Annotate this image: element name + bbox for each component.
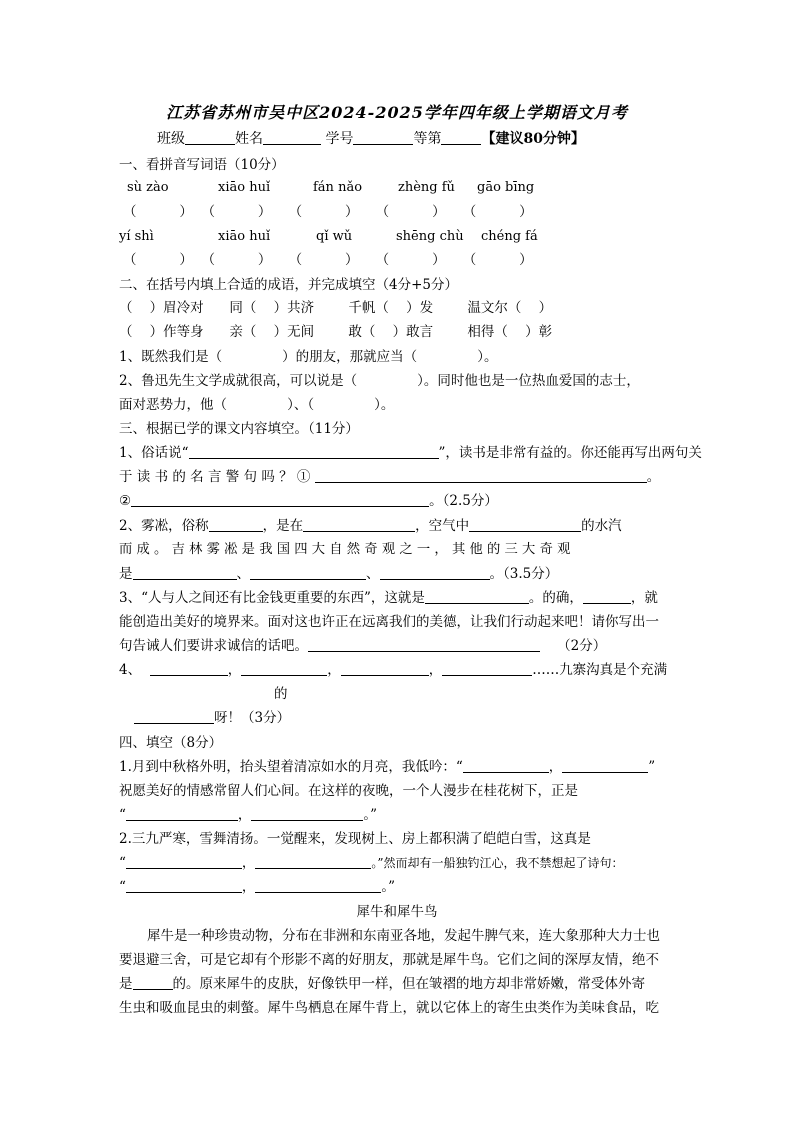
- s3-q2-text-a: 2、雾凇，俗称: [119, 518, 209, 534]
- s3-q4-blank2[interactable]: [241, 661, 327, 676]
- s4-q1-text-end: 。”: [363, 807, 378, 823]
- s2-question1[interactable]: 1、既然我们是（ ）的朋友，那就应当（ ）。: [119, 349, 498, 365]
- pinyin-brackets-row2[interactable]: （ ） （ ） （ ） （ ） （ ）: [123, 252, 533, 268]
- grade-blank[interactable]: [441, 130, 481, 145]
- s3-q1-blank1[interactable]: [189, 444, 439, 459]
- section1-heading: 一、看拼音写词语（10分）: [119, 157, 285, 173]
- pinyin-1-3: fán nǎo: [313, 180, 363, 195]
- idiom-row1[interactable]: （ ）眉冷对 同（ ）共济 千帆（ ）发 温文尔（ ）: [119, 300, 553, 316]
- s3-q2-blank3[interactable]: [469, 517, 581, 532]
- s3-q1-blank2[interactable]: [315, 468, 647, 483]
- s3-q1-line2: [119, 467, 679, 487]
- s4-q2-text-a: 。”然而却有一船独钓江心，我不禁想起了诗句：: [371, 856, 624, 870]
- id-blank[interactable]: [353, 130, 413, 145]
- s3-q3-blank1[interactable]: [425, 589, 529, 604]
- s3-q4-sep1: ，: [227, 662, 242, 678]
- s3-q4-text-b: 呀！（3分）: [214, 710, 291, 726]
- s4-q1-blank1[interactable]: [463, 758, 549, 773]
- s3-q4-line2: 的: [274, 686, 288, 702]
- s4-q1-quote-start: “: [119, 807, 126, 823]
- s3-q3-text-a: 3、“人与人之间还有比金钱更重要的东西”，这就是: [119, 590, 425, 606]
- idiom-row2[interactable]: （ ）作等身 亲（ ）无间 敢（ ）敢言 相得（ ）彰: [119, 324, 553, 340]
- reading-p4: 生虫和吸血昆虫的刺螫。犀牛鸟栖息在犀牛背上，就以它体上的寄生虫类作为美味食品，吃: [119, 1000, 659, 1016]
- reading-title: 犀牛和犀牛鸟: [356, 904, 438, 920]
- s4-q1-line3: [119, 805, 679, 825]
- s3-q4-blank4[interactable]: [442, 661, 532, 676]
- section3-heading: 三、根据已学的课文内容填空。（11分）: [119, 421, 359, 437]
- section2-heading: 二、在括号内填上合适的成语，并完成填空（4分+5分）: [119, 277, 458, 293]
- s3-q2-blank2[interactable]: [303, 517, 415, 532]
- s4-q2-line2: [119, 853, 679, 873]
- s4-q1-line2: 祝愿美好的情感常留人们心间。在这样的夜晚，一个人漫步在桂花树下，正是: [119, 783, 578, 799]
- s3-q4-sep3: ，: [428, 662, 443, 678]
- s4-q2-line3: [119, 877, 679, 897]
- s4-q2-blank4[interactable]: [255, 878, 381, 893]
- s3-q3-text-c: ，就: [630, 590, 658, 606]
- reading-blank1[interactable]: [133, 975, 173, 990]
- s3-q3-line1: [119, 588, 679, 608]
- pinyin-2-2: xiāo huǐ: [218, 229, 271, 244]
- s3-q2-sep1: 、: [236, 566, 250, 582]
- class-label: 班级: [157, 131, 185, 147]
- s3-q1-line1: [119, 443, 702, 463]
- s3-q4-blank3[interactable]: [341, 661, 429, 676]
- s4-q2-text-end: 。”: [381, 879, 396, 895]
- s2-question2b[interactable]: 面对恶势力，他（ ）、（ ）。: [119, 397, 395, 413]
- grade-label: 等第: [413, 131, 442, 147]
- s3-q2-text-e: 是: [119, 566, 133, 582]
- s3-q3-line2: 能创造出美好的境界来。面对这也许正在远离我们的美德，让我们行动起来吧！请你写出一: [119, 614, 659, 630]
- s3-q1-score: 。（2.5分）: [429, 493, 498, 509]
- reading-p1: 犀牛是一种珍贵动物，分布在非洲和东南亚各地，发起牛脾气来，连大象那种大力士也: [147, 928, 660, 944]
- s3-q1-text-a: 1、俗话说“: [119, 445, 189, 461]
- s4-q1-sep2: ，: [237, 807, 252, 823]
- pinyin-1-1: sù zào: [127, 180, 169, 195]
- student-info-line: [157, 129, 717, 149]
- s4-q2-blank1[interactable]: [126, 854, 242, 869]
- s3-q3-line3: [119, 636, 679, 656]
- s4-q1-blank2[interactable]: [562, 758, 648, 773]
- s4-q1-line1: [119, 757, 679, 777]
- s3-q2-text-c: ，空气中: [415, 518, 470, 534]
- s3-q4-line3: [134, 708, 694, 728]
- s3-q3-text-d: 句告诫人们要讲求诚信的话吧。: [119, 638, 308, 654]
- name-label: 姓名: [235, 131, 263, 147]
- s3-q1-blank3[interactable]: [131, 492, 429, 507]
- s3-q2-text-b: ，是在: [262, 518, 304, 534]
- class-blank[interactable]: [185, 130, 235, 145]
- s3-q1-text-b: ”，读书是非常有益的。你还能再写出两句关: [438, 445, 702, 461]
- s3-q3-text-b: 。的确，: [528, 590, 583, 606]
- s3-q2-line3: [119, 564, 679, 584]
- s2-question2a[interactable]: 2、鲁迅先生文学成就很高，可以说是（ ）。同时他也是一位热血爱国的志士，: [119, 373, 640, 389]
- s3-q4-sep2: ，: [327, 662, 341, 678]
- s3-q2-text-d: 的水汽: [581, 518, 622, 534]
- pinyin-1-5: gāo bīng: [477, 180, 535, 195]
- s3-q1-text-d: 。: [646, 469, 661, 485]
- s3-q4-line1: [119, 660, 679, 680]
- pinyin-1-2: xiāo huǐ: [218, 180, 271, 195]
- id-label: 学号: [325, 131, 354, 147]
- s3-q1-text-e: ②: [119, 493, 132, 509]
- s3-q4-num: 4、: [119, 662, 142, 678]
- s3-q4-blank1[interactable]: [150, 661, 228, 676]
- s3-q3-blank2[interactable]: [583, 589, 631, 604]
- exam-title: 江苏省苏州市吴中区2024-2025学年四年级上学期语文月考: [166, 103, 628, 122]
- s3-q2-line2: 而 成 。 吉 林 雾 凇 是 我 国 四 大 自 然 奇 观 之 一 ， 其 他 的 三 大 奇 观: [119, 542, 571, 557]
- s3-q1-line3: [119, 491, 679, 511]
- s3-q3-score: （2分）: [540, 638, 607, 654]
- pinyin-2-3: qǐ wǔ: [316, 229, 353, 244]
- s3-q2-line1: [119, 516, 679, 536]
- s4-q2-quote-start2: “: [119, 879, 126, 895]
- s3-q4-text-a: ……九寨沟真是个充满: [532, 662, 668, 678]
- pinyin-2-4: shēng chù: [396, 229, 464, 244]
- s4-q1-quote-end: ”: [648, 759, 656, 775]
- reading-p3-text-a: 是: [119, 976, 133, 992]
- s4-q2-sep2: ，: [241, 879, 256, 895]
- pinyin-brackets-row1[interactable]: （ ） （ ） （ ） （ ） （ ）: [123, 204, 533, 220]
- s4-q2-blank2[interactable]: [255, 854, 371, 869]
- s4-q2-quote-start: “: [119, 855, 126, 871]
- pinyin-1-4: zhèng fǔ: [398, 180, 455, 195]
- s3-q2-blank4[interactable]: [133, 565, 237, 580]
- s4-q1-blank4[interactable]: [251, 806, 363, 821]
- s4-q2-sep1: ，: [241, 855, 256, 871]
- s3-q2-score: 。（3.5分）: [489, 566, 559, 582]
- pinyin-2-5: chéng fá: [481, 229, 538, 244]
- s3-q2-blank1[interactable]: [209, 517, 263, 532]
- time-note: 【建议80分钟】: [481, 131, 585, 147]
- s3-q2-blank6[interactable]: [380, 565, 490, 580]
- reading-p3-text-b: 的。原来犀牛的皮肤，好像铁甲一样，但在皱褶的地方却非常娇嫩，常受体外寄: [172, 976, 645, 992]
- s4-q1-blank3[interactable]: [126, 806, 238, 821]
- section4-heading: 四、填空（8分）: [119, 735, 223, 751]
- s3-q4-blank5[interactable]: [134, 709, 214, 724]
- s3-q2-sep2: 、: [366, 566, 380, 582]
- reading-p2: 要退避三舍，可是它却有个形影不离的好朋友，那就是犀牛鸟。它们之间的深厚友情，绝不: [119, 952, 659, 968]
- s3-q3-blank3[interactable]: [308, 637, 540, 652]
- name-blank[interactable]: [263, 130, 321, 145]
- s4-q1-sep1: ，: [548, 759, 563, 775]
- s3-q1-text-c: 于 读 书 的 名 言 警 句 吗 ？ ①: [119, 469, 311, 485]
- s4-q2-blank3[interactable]: [126, 878, 242, 893]
- s4-q1-text-a: 1.月到中秋格外明，抬头望着清凉如水的月亮，我低吟：“: [119, 759, 463, 775]
- s4-q2-line1: 2.三九严寒，雪舞清扬。一觉醒来，发现树上、房上都积满了皑皑白雪，这真是: [119, 831, 591, 847]
- reading-p3: [119, 974, 679, 994]
- pinyin-2-1: yí shì: [119, 229, 154, 244]
- s3-q2-blank5[interactable]: [250, 565, 366, 580]
